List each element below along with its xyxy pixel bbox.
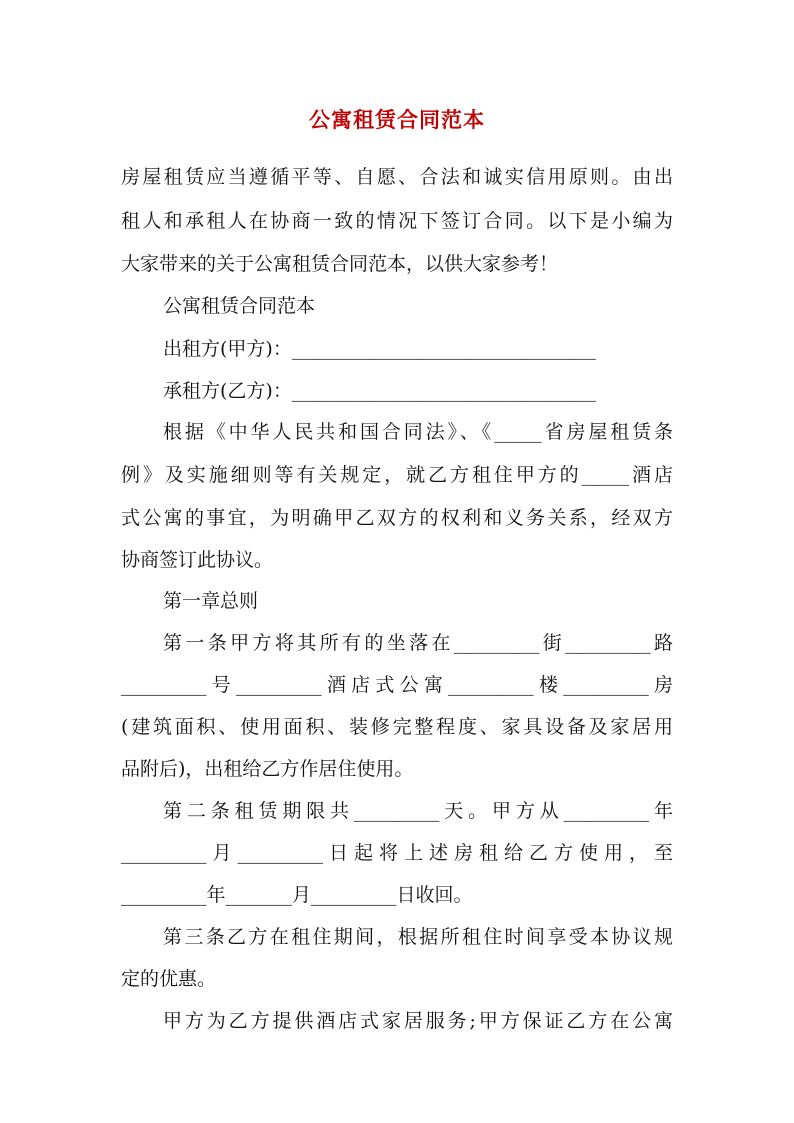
paragraph-line: _________月_________日起将上述房租给乙方使用，至	[121, 842, 673, 864]
paragraph-line: 定的优惠。	[121, 968, 217, 990]
paragraph-line: 例》及实施细则等有关规定，就乙方租住甲方的_____酒店	[121, 464, 673, 486]
paragraph-line: 大家带来的关于公寓租赁合同范本，以供大家参考！	[121, 253, 559, 275]
section-heading: 公寓租赁合同范本	[163, 295, 316, 317]
paragraph-line: 第二条租赁期限共_________天。甲方从_________年	[163, 800, 673, 822]
paragraph-line: (建筑面积、使用面积、装修完整程度、家具设备及家居用	[121, 716, 673, 738]
paragraph-line: 房屋租赁应当遵循平等、自愿、合法和诚实信用原则。由出	[121, 166, 673, 188]
paragraph-line: 甲方为乙方提供酒店式家居服务;甲方保证乙方在公寓	[163, 1010, 673, 1032]
document-title: 公寓租赁合同范本	[309, 107, 485, 132]
paragraph-line: 品附后)，出租给乙方作居住使用。	[121, 758, 414, 780]
paragraph-line: _________年_______月_________日收回。	[121, 884, 473, 906]
paragraph-line: 第三条乙方在租住期间，根据所租住时间享受本协议规	[163, 926, 673, 948]
paragraph-line: 根据《中华人民共和国合同法》、《_____省房屋租赁条	[163, 421, 673, 443]
paragraph-line: _________号_________酒店式公寓_________楼_________房	[121, 674, 673, 696]
paragraph-line: 式公寓的事宜，为明确甲乙双方的权利和义务关系，经双方	[121, 507, 673, 529]
lessor-field: 出租方(甲方)：________________________________	[163, 338, 596, 360]
chapter-heading: 第一章总则	[163, 590, 259, 612]
paragraph-line: 第一条甲方将其所有的坐落在_________街_________路	[163, 632, 673, 654]
paragraph-line: 协商签订此协议。	[121, 549, 274, 571]
paragraph-line: 租人和承租人在协商一致的情况下签订合同。以下是小编为	[121, 210, 673, 232]
lessee-field: 承租方(乙方)：________________________________	[163, 380, 596, 402]
